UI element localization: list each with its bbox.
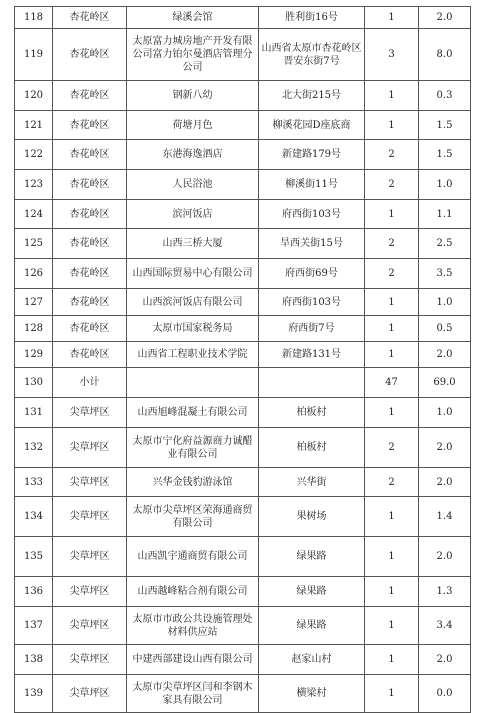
cell-district: 尖草坪区	[53, 468, 127, 497]
cell-name	[127, 368, 259, 398]
cell-name: 滨河饭店	[127, 200, 259, 229]
cell-count: 1	[365, 675, 419, 713]
cell-area: 2.0	[419, 468, 471, 497]
cell-district: 尖草坪区	[53, 577, 127, 607]
cell-area: 0.5	[419, 316, 471, 342]
table-row	[15, 140, 471, 170]
cell-name: 中建西部建设山西有限公司	[127, 645, 259, 675]
table-row	[15, 316, 471, 342]
cell-no: 122	[15, 140, 53, 170]
cell-district: 尖草坪区	[53, 398, 127, 428]
cell-name: 山西滨河饭店有限公司	[127, 289, 259, 316]
data-table	[14, 6, 471, 713]
cell-area: 69.0	[419, 368, 471, 398]
cell-count: 2	[365, 140, 419, 170]
cell-count: 1	[365, 81, 419, 111]
cell-name: 太原市尖草坪区闫和李钢木家具有限公司	[127, 675, 259, 713]
table-row	[15, 607, 471, 645]
cell-district: 杏花岭区	[53, 316, 127, 342]
cell-no: 134	[15, 497, 53, 537]
cell-count: 1	[365, 537, 419, 577]
cell-no: 130	[15, 368, 53, 398]
cell-no: 138	[15, 645, 53, 675]
cell-area: 1.3	[419, 577, 471, 607]
cell-area: 2.5	[419, 229, 471, 259]
table-row	[15, 675, 471, 713]
cell-count: 1	[365, 289, 419, 316]
cell-no: 120	[15, 81, 53, 111]
cell-district: 杏花岭区	[53, 200, 127, 229]
cell-count: 2	[365, 428, 419, 468]
cell-area: 2.0	[419, 537, 471, 577]
table-row	[15, 468, 471, 497]
cell-area: 3.5	[419, 259, 471, 289]
table-row	[15, 200, 471, 229]
cell-count: 2	[365, 170, 419, 200]
cell-address: 山西省太原市杏花岭区晋安东街7号	[259, 29, 365, 81]
cell-address: 胜利街16号	[259, 7, 365, 29]
table-row	[15, 229, 471, 259]
table-row	[15, 577, 471, 607]
cell-name: 荷塘月色	[127, 111, 259, 140]
table-row	[15, 170, 471, 200]
cell-no: 137	[15, 607, 53, 645]
cell-area: 1.0	[419, 289, 471, 316]
cell-count: 47	[365, 368, 419, 398]
cell-count: 1	[365, 342, 419, 368]
table-row	[15, 398, 471, 428]
table-row	[15, 81, 471, 111]
cell-address: 果树场	[259, 497, 365, 537]
cell-count: 2	[365, 229, 419, 259]
cell-name: 太原富力城房地产开发有限公司富力铂尔曼酒店管理分公司	[127, 29, 259, 81]
cell-no: 118	[15, 7, 53, 29]
cell-no: 127	[15, 289, 53, 316]
cell-address: 府西街69号	[259, 259, 365, 289]
cell-address: 府西街103号	[259, 289, 365, 316]
cell-area: 1.0	[419, 170, 471, 200]
cell-area: 8.0	[419, 29, 471, 81]
cell-district: 尖草坪区	[53, 497, 127, 537]
cell-area: 2.0	[419, 428, 471, 468]
cell-district: 尖草坪区	[53, 645, 127, 675]
table-row	[15, 368, 471, 398]
cell-address: 横梁村	[259, 675, 365, 713]
cell-district: 杏花岭区	[53, 7, 127, 29]
table-row	[15, 7, 471, 29]
cell-address: 柏板村	[259, 398, 365, 428]
table-row	[15, 259, 471, 289]
cell-area: 1.4	[419, 497, 471, 537]
cell-district: 杏花岭区	[53, 170, 127, 200]
cell-address: 新建路131号	[259, 342, 365, 368]
table-row	[15, 289, 471, 316]
cell-name: 山西越峰粘合剂有限公司	[127, 577, 259, 607]
cell-no: 131	[15, 398, 53, 428]
cell-no: 125	[15, 229, 53, 259]
cell-name: 山西国际贸易中心有限公司	[127, 259, 259, 289]
cell-count: 1	[365, 398, 419, 428]
cell-no: 121	[15, 111, 53, 140]
cell-area: 1.1	[419, 200, 471, 229]
cell-district: 杏花岭区	[53, 342, 127, 368]
cell-count: 1	[365, 111, 419, 140]
cell-name: 山西凯宇通商贸有限公司	[127, 537, 259, 577]
cell-name: 人民浴池	[127, 170, 259, 200]
cell-name: 太原市市政公共设施管理处材料供应站	[127, 607, 259, 645]
cell-district: 尖草坪区	[53, 537, 127, 577]
cell-no: 126	[15, 259, 53, 289]
cell-district: 杏花岭区	[53, 29, 127, 81]
cell-count: 2	[365, 259, 419, 289]
table-row	[15, 537, 471, 577]
cell-address: 旱西关街15号	[259, 229, 365, 259]
cell-district: 杏花岭区	[53, 259, 127, 289]
cell-no: 135	[15, 537, 53, 577]
cell-address: 柳溪街11号	[259, 170, 365, 200]
cell-name: 山西省工程职业技术学院	[127, 342, 259, 368]
cell-no: 136	[15, 577, 53, 607]
cell-area: 1.5	[419, 111, 471, 140]
cell-no: 129	[15, 342, 53, 368]
cell-count: 1	[365, 645, 419, 675]
cell-no: 124	[15, 200, 53, 229]
cell-count: 1	[365, 200, 419, 229]
cell-address: 兴华街	[259, 468, 365, 497]
cell-address: 赵家山村	[259, 645, 365, 675]
cell-count: 1	[365, 607, 419, 645]
cell-district: 杏花岭区	[53, 81, 127, 111]
cell-area: 0.3	[419, 81, 471, 111]
cell-name: 太原市宁化府益源商力诚醋业有限公司	[127, 428, 259, 468]
table-body	[15, 7, 471, 713]
cell-area: 3.4	[419, 607, 471, 645]
cell-count: 1	[365, 7, 419, 29]
table-row	[15, 111, 471, 140]
cell-address: 绿果路	[259, 537, 365, 577]
cell-count: 1	[365, 316, 419, 342]
cell-district: 尖草坪区	[53, 675, 127, 713]
cell-district: 杏花岭区	[53, 289, 127, 316]
cell-address: 北大街215号	[259, 81, 365, 111]
cell-district: 尖草坪区	[53, 428, 127, 468]
cell-area: 0.0	[419, 675, 471, 713]
cell-name: 太原市国家税务局	[127, 316, 259, 342]
cell-no: 133	[15, 468, 53, 497]
cell-name: 山西三桥大厦	[127, 229, 259, 259]
cell-count: 1	[365, 577, 419, 607]
cell-name: 太原市尖草坪区荣海通商贸有限公司	[127, 497, 259, 537]
cell-address: 柳溪花园D座底商	[259, 111, 365, 140]
cell-district: 小计	[53, 368, 127, 398]
cell-no: 139	[15, 675, 53, 713]
cell-count: 3	[365, 29, 419, 81]
cell-area: 1.5	[419, 140, 471, 170]
cell-address: 绿果路	[259, 607, 365, 645]
table-row	[15, 342, 471, 368]
cell-no: 128	[15, 316, 53, 342]
cell-district: 尖草坪区	[53, 607, 127, 645]
table-row	[15, 645, 471, 675]
cell-address: 绿果路	[259, 577, 365, 607]
cell-count: 2	[365, 468, 419, 497]
cell-address: 府西街7号	[259, 316, 365, 342]
cell-name: 东港海逸酒店	[127, 140, 259, 170]
cell-address: 柏板村	[259, 428, 365, 468]
cell-district: 杏花岭区	[53, 111, 127, 140]
cell-name: 绿溪会馆	[127, 7, 259, 29]
cell-no: 132	[15, 428, 53, 468]
table-row	[15, 29, 471, 81]
cell-district: 杏花岭区	[53, 229, 127, 259]
cell-district: 杏花岭区	[53, 140, 127, 170]
cell-area: 2.0	[419, 645, 471, 675]
cell-area: 2.0	[419, 7, 471, 29]
cell-name: 山西旭峰混凝土有限公司	[127, 398, 259, 428]
cell-area: 1.0	[419, 398, 471, 428]
cell-address	[259, 368, 365, 398]
cell-no: 119	[15, 29, 53, 81]
table-row	[15, 497, 471, 537]
cell-area: 2.0	[419, 342, 471, 368]
table-row	[15, 428, 471, 468]
cell-name: 钢新八幼	[127, 81, 259, 111]
cell-address: 府西街103号	[259, 200, 365, 229]
cell-address: 新建路179号	[259, 140, 365, 170]
cell-no: 123	[15, 170, 53, 200]
cell-name: 兴华金钱豹游泳馆	[127, 468, 259, 497]
cell-count: 1	[365, 497, 419, 537]
